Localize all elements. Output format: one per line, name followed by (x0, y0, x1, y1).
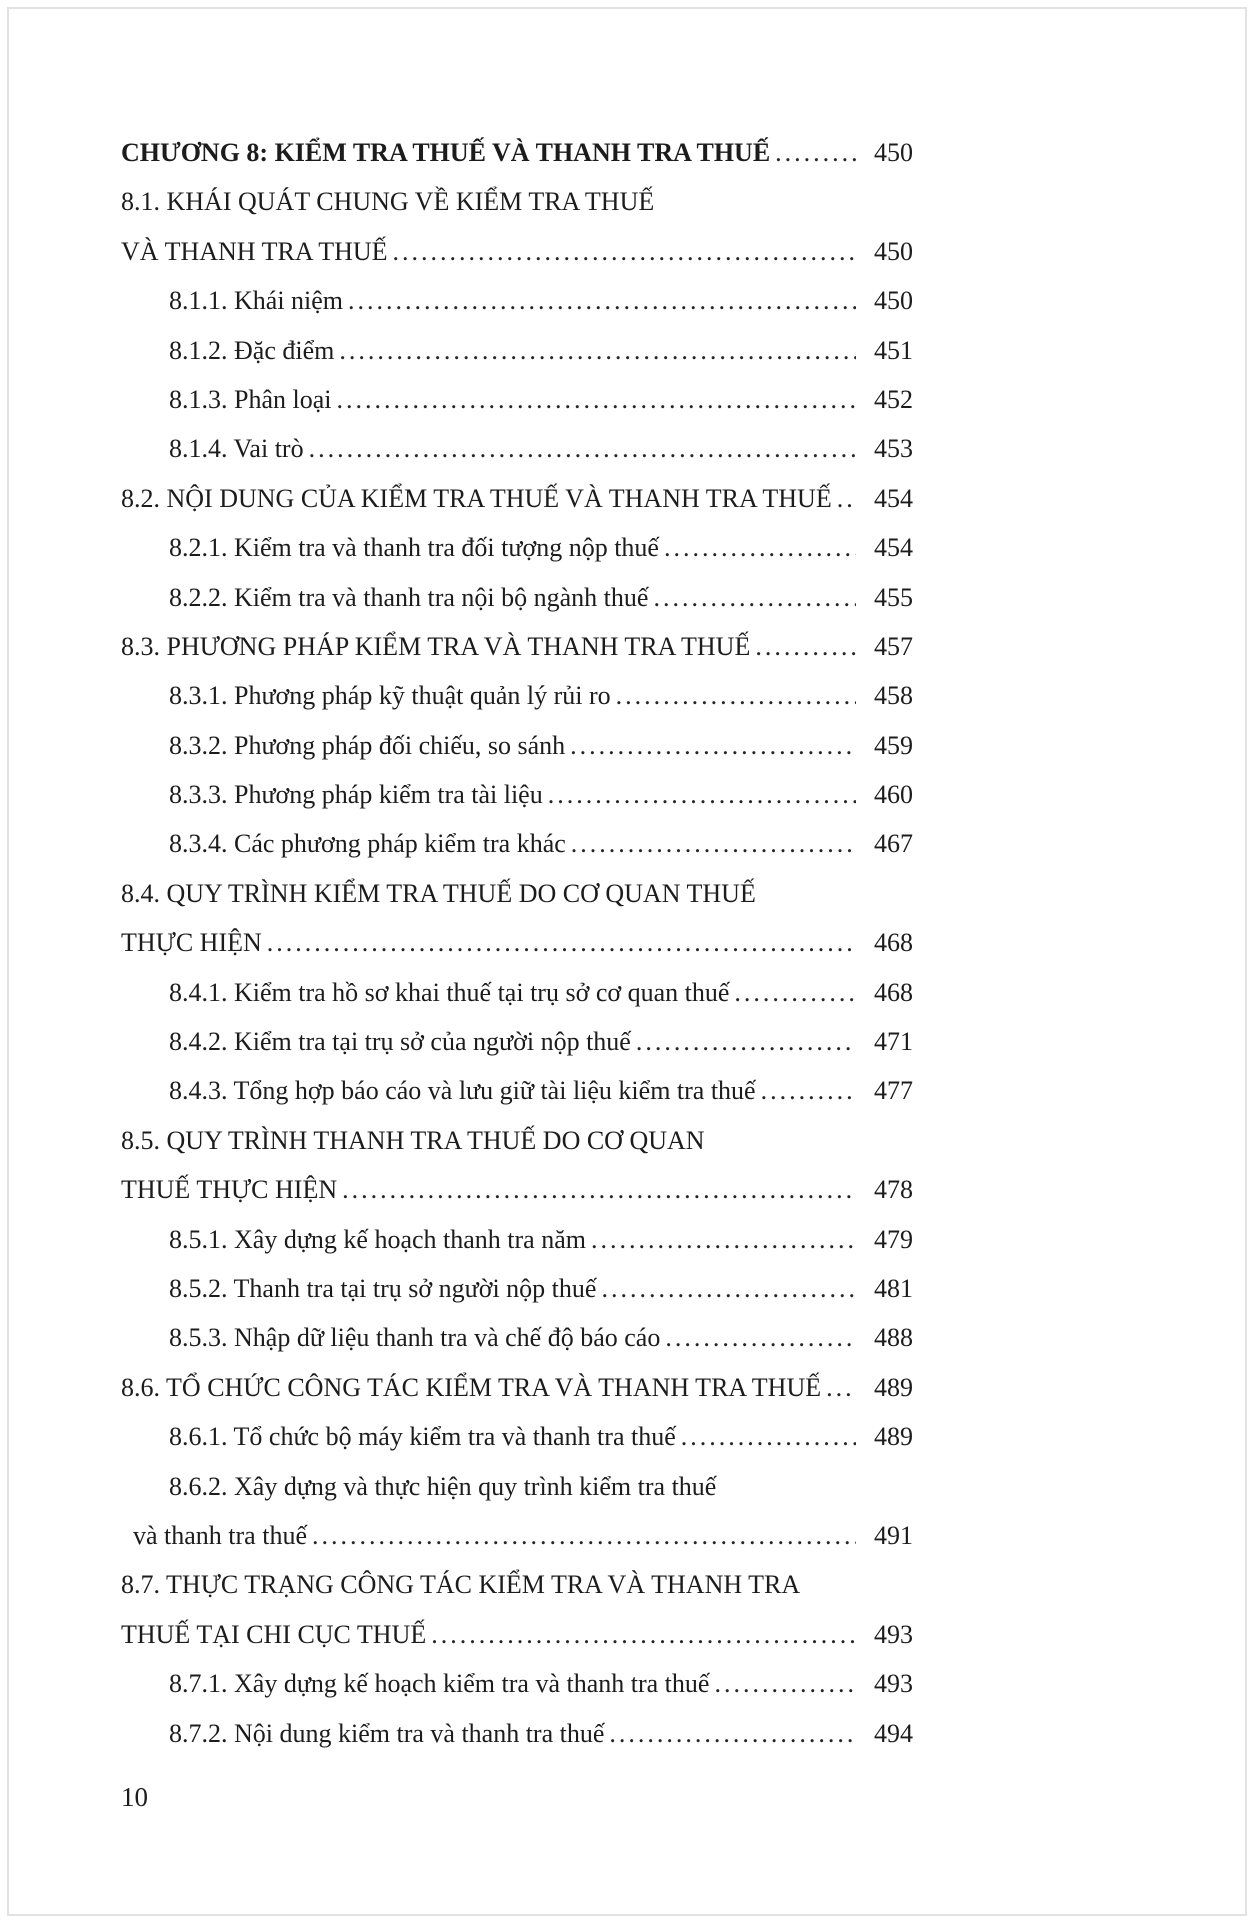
toc-entry (121, 573, 913, 622)
dot-leader (755, 622, 856, 671)
toc-entry-page-number: 478 (874, 1175, 913, 1205)
dot-leader (636, 1017, 856, 1066)
toc-entry-page-number: 477 (874, 1076, 913, 1106)
toc-entry-page-number: 458 (874, 681, 913, 711)
dot-leader (267, 918, 856, 967)
toc-entry (121, 770, 913, 819)
toc-entry (121, 326, 913, 375)
toc-entry (121, 1264, 913, 1313)
toc-entry-text: 8.1.2. Đặc điểm (169, 335, 335, 365)
toc-entry (121, 474, 913, 523)
toc-entry-page-number: 460 (874, 780, 913, 810)
dot-leader (609, 1709, 856, 1758)
dot-leader (309, 424, 856, 473)
toc-entry-text: 8.2.1. Kiểm tra và thanh tra đối tượng nộp thuế (169, 533, 659, 563)
toc-entry-text: 8.3. PHƯƠNG PHÁP KIỂM TRA VÀ THANH TRA THUẾ (121, 631, 751, 661)
toc-entry-text: 8.3.2. Phương pháp đối chiếu, so sánh (169, 730, 566, 760)
toc-entry-text: 8.7. THỰC TRẠNG CÔNG TÁC KIỂM TRA VÀ THANH TRA (121, 1570, 801, 1600)
dot-leader (570, 721, 856, 770)
dot-leader (339, 326, 856, 375)
toc-list (121, 128, 913, 1758)
toc-entry (121, 1017, 913, 1066)
dot-leader (601, 1264, 856, 1313)
toc-entry (121, 918, 913, 967)
toc-entry-page-number: 459 (874, 730, 913, 760)
toc-entry (121, 128, 913, 177)
toc-entry-text: 8.7.1. Xây dựng kế hoạch kiểm tra và thanh tra thuế (169, 1669, 710, 1699)
toc-entry-page-number: 455 (874, 582, 913, 612)
toc-entry (121, 1313, 913, 1362)
dot-leader (342, 1165, 856, 1214)
toc-entry (121, 671, 913, 720)
toc-entry (121, 1462, 913, 1511)
toc-entry (121, 1610, 913, 1659)
toc-entry-text: 8.4.1. Kiểm tra hồ sơ khai thuế tại trụ sở cơ quan thuế (169, 977, 730, 1007)
toc-entry (121, 1412, 913, 1461)
toc-entry-text: VÀ THANH TRA THUẾ (121, 236, 388, 266)
dot-leader (681, 1412, 856, 1461)
toc-entry (121, 1116, 913, 1165)
toc-entry (121, 968, 913, 1017)
dot-leader (312, 1511, 856, 1560)
dot-leader (431, 1610, 856, 1659)
dot-leader (348, 276, 856, 325)
dot-leader (775, 128, 856, 177)
toc-entry (121, 1511, 913, 1560)
toc-entry-text: 8.2. NỘI DUNG CỦA KIỂM TRA THUẾ VÀ THANH TRA THUẾ (121, 483, 832, 513)
footer-page-number: 10 (121, 1782, 148, 1812)
toc-entry-page-number: 450 (874, 286, 913, 316)
dot-leader (665, 1313, 856, 1362)
toc-entry-page-number: 493 (874, 1669, 913, 1699)
toc-entry (121, 177, 913, 226)
toc-entry-page-number: 457 (874, 631, 913, 661)
toc-entry-page-number: 468 (874, 977, 913, 1007)
toc-entry-page-number: 467 (874, 829, 913, 859)
toc-entry (121, 819, 913, 868)
toc-entry (121, 1560, 913, 1609)
toc-entry (121, 1165, 913, 1214)
toc-entry-page-number: 491 (874, 1520, 913, 1550)
toc-entry-page-number: 454 (874, 483, 913, 513)
toc-entry (121, 1659, 913, 1708)
toc-entry (121, 424, 913, 473)
dot-leader (837, 474, 856, 523)
dot-leader (653, 573, 856, 622)
toc-entry (121, 1066, 913, 1115)
toc-entry-text: 8.6.2. Xây dựng và thực hiện quy trình kiểm tra thuế (169, 1471, 717, 1501)
dot-leader (548, 770, 856, 819)
toc-entry (121, 1215, 913, 1264)
toc-entry-text: 8.1.1. Khái niệm (169, 286, 344, 316)
dot-leader (714, 1659, 856, 1708)
toc-entry-text: 8.4.3. Tổng hợp báo cáo và lưu giữ tài liệu kiểm tra thuế (169, 1076, 756, 1106)
toc-entry-text: 8.7.2. Nội dung kiểm tra và thanh tra thuế (169, 1718, 605, 1748)
toc-entry (121, 375, 913, 424)
toc-entry (121, 721, 913, 770)
toc-entry-page-number: 481 (874, 1273, 913, 1303)
toc-entry-text: THUẾ TẠI CHI CỤC THUẾ (121, 1619, 427, 1649)
toc-entry-page-number: 452 (874, 384, 913, 414)
toc-entry-text: 8.1.3. Phân loại (169, 384, 332, 414)
toc-entry-text: 8.4.2. Kiểm tra tại trụ sở của người nộp thuế (169, 1027, 631, 1057)
toc-entry-text: 8.4. QUY TRÌNH KIỂM TRA THUẾ DO CƠ QUAN THUẾ (121, 878, 756, 908)
toc-entry-page-number: 471 (874, 1027, 913, 1057)
dot-leader (591, 1215, 856, 1264)
dot-leader (761, 1066, 856, 1115)
toc-entry (121, 276, 913, 325)
toc-entry-page-number: 489 (874, 1372, 913, 1402)
toc-entry-page-number: 451 (874, 335, 913, 365)
dot-leader (393, 227, 856, 276)
toc-entry-page-number: 453 (874, 434, 913, 464)
toc-entry (121, 1363, 913, 1412)
toc-entry-text: 8.6. TỔ CHỨC CÔNG TÁC KIỂM TRA VÀ THANH TRA THUẾ (121, 1372, 822, 1402)
toc-entry-text: 8.3.4. Các phương pháp kiểm tra khác (169, 829, 566, 859)
toc-entry (121, 622, 913, 671)
toc-entry-page-number: 468 (874, 928, 913, 958)
toc-entry-text: THỰC HIỆN (121, 928, 262, 958)
toc-entry-text: và thanh tra thuế (133, 1520, 307, 1550)
toc-entry-page-number: 479 (874, 1224, 913, 1254)
toc-entry-text: 8.5. QUY TRÌNH THANH TRA THUẾ DO CƠ QUAN (121, 1125, 705, 1155)
toc-entry-page-number: 489 (874, 1422, 913, 1452)
dot-leader (734, 968, 856, 1017)
toc-entry-page-number: 488 (874, 1323, 913, 1353)
toc-entry-page-number: 450 (874, 138, 913, 167)
toc-entry-text: 8.5.3. Nhập dữ liệu thanh tra và chế độ báo cáo (169, 1323, 661, 1353)
toc-entry-text: 8.3.1. Phương pháp kỹ thuật quản lý rủi ro (169, 681, 611, 711)
toc-entry-text: 8.1. KHÁI QUÁT CHUNG VỀ KIỂM TRA THUẾ (121, 187, 655, 217)
toc-entry-text: 8.2.2. Kiểm tra và thanh tra nội bộ ngành thuế (169, 582, 649, 612)
toc-entry-page-number: 493 (874, 1619, 913, 1649)
toc-entry (121, 869, 913, 918)
dot-leader (571, 819, 856, 868)
toc-entry-text: 8.1.4. Vai trò (169, 434, 304, 464)
toc-entry-page-number: 450 (874, 236, 913, 266)
toc-entry (121, 1709, 913, 1758)
dot-leader (337, 375, 857, 424)
dot-leader (664, 523, 856, 572)
toc-entry-page-number: 454 (874, 533, 913, 563)
toc-entry-text: 8.3.3. Phương pháp kiểm tra tài liệu (169, 780, 543, 810)
toc-entry (121, 227, 913, 276)
toc-entry-text: CHƯƠNG 8: KIỂM TRA THUẾ VÀ THANH TRA THUẾ (121, 138, 771, 167)
dot-leader (826, 1363, 856, 1412)
toc-page (121, 128, 913, 1758)
toc-entry (121, 523, 913, 572)
toc-entry-text: THUẾ THỰC HIỆN (121, 1175, 338, 1205)
toc-entry-text: 8.6.1. Tổ chức bộ máy kiểm tra và thanh tra thuế (169, 1422, 676, 1452)
toc-entry-text: 8.5.2. Thanh tra tại trụ sở người nộp thuế (169, 1273, 597, 1303)
dot-leader (616, 671, 856, 720)
toc-entry-text: 8.5.1. Xây dựng kế hoạch thanh tra năm (169, 1224, 586, 1254)
toc-entry-page-number: 494 (874, 1718, 913, 1748)
